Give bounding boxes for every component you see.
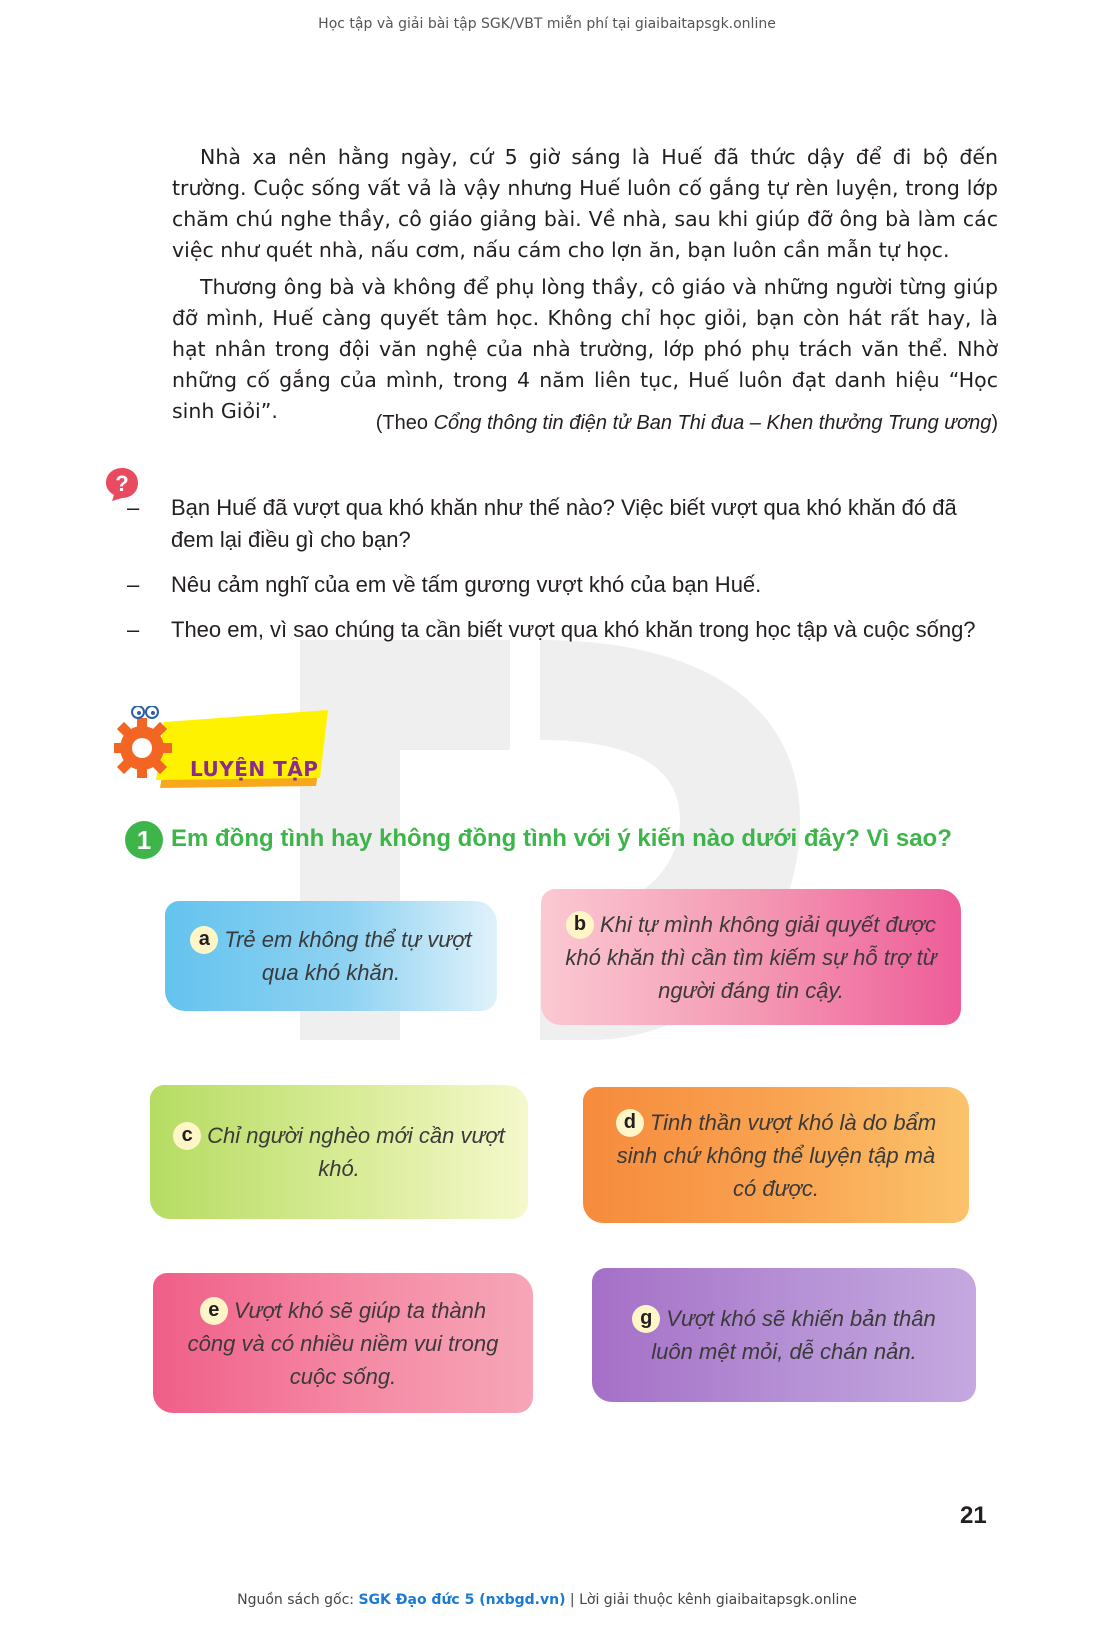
svg-text:?: ?	[115, 471, 129, 496]
page-number: 21	[960, 1502, 987, 1529]
card-text: Vượt khó sẽ khiến bản thân luôn mệt mỏi, dễ chán nản.	[651, 1306, 936, 1364]
card-letter-badge: a	[190, 926, 218, 954]
card-content	[605, 1106, 947, 1205]
card-text: Vượt khó sẽ giúp ta thành công và có nhiều niềm vui trong cuộc sống.	[187, 1297, 499, 1389]
task-number-badge: 1	[125, 821, 163, 859]
card-letter-badge: c	[173, 1122, 201, 1150]
card-content	[172, 1119, 506, 1185]
practice-banner-gear-icon	[114, 706, 346, 802]
question-text: Nêu cảm nghĩ của em về tấm gương vượt khó của bạn Huế.	[171, 572, 762, 597]
opinion-card-g	[592, 1268, 976, 1402]
opinion-card-a	[165, 901, 497, 1011]
site-footer	[0, 1592, 1094, 1608]
question-item	[127, 569, 997, 601]
question-item	[127, 492, 997, 556]
citation-suffix: )	[991, 412, 998, 434]
card-letter-badge: g	[632, 1305, 660, 1333]
card-content	[614, 1302, 954, 1368]
question-item	[127, 614, 997, 646]
citation-prefix: (Theo	[375, 412, 434, 434]
card-content	[187, 923, 475, 989]
citation	[376, 412, 998, 435]
story-paragraph: Thương ông bà và không để phụ lòng thầy, cô giáo và những người từng giúp đỡ mình, Huế càng quyết tâm học. Không chỉ học giỏi, bạn còn hát rất hay, là hạt nhân trong đội văn nghệ của nhà trường, lớp phó phụ trách văn thể. Nhờ những cố gắng của mình, trong 4 năm liên tục, Huế luôn đạt danh hiệu “Học sinh Giỏi”.	[172, 275, 998, 423]
footer-suffix: | Lời giải thuộc kênh giaibaitapsgk.online	[565, 1592, 857, 1608]
citation-source: Cổng thông tin điện tử Ban Thi đua – Khen thưởng Trung ương	[433, 412, 992, 434]
bullet-dash: –	[127, 495, 140, 520]
card-text: Trẻ em không thể tự vượt qua khó khăn.	[224, 927, 472, 985]
opinion-card-c	[150, 1085, 528, 1219]
card-text: Khi tự mình không giải quyết được khó khăn thì cần tìm kiếm sự hỗ trợ từ người đáng tin cậy.	[565, 911, 937, 1003]
card-content	[563, 908, 939, 1007]
bullet-dash: –	[127, 617, 140, 642]
discussion-questions	[127, 492, 997, 659]
practice-section-title: LUYỆN TẬP	[190, 757, 319, 781]
opinion-card-d	[583, 1087, 969, 1223]
card-content	[175, 1294, 511, 1393]
opinion-card-e	[153, 1273, 533, 1413]
question-text: Theo em, vì sao chúng ta cần biết vượt qua khó khăn trong học tập và cuộc sống?	[171, 617, 976, 642]
bullet-dash: –	[127, 572, 140, 597]
card-letter-badge: b	[566, 911, 594, 939]
story-text	[172, 142, 998, 433]
card-letter-badge: e	[200, 1297, 228, 1325]
card-text: Chỉ người nghèo mới cần vượt khó.	[207, 1123, 505, 1181]
footer-prefix: Nguồn sách gốc:	[237, 1592, 359, 1608]
site-header: Học tập và giải bài tập SGK/VBT miễn phí tại giaibaitapsgk.online	[318, 16, 776, 32]
question-text: Bạn Huế đã vượt qua khó khăn như thế nào? Việc biết vượt qua khó khăn đó đã đem lại điều gì cho bạn?	[171, 495, 957, 552]
card-letter-badge: d	[616, 1109, 644, 1137]
footer-source-link[interactable]: SGK Đạo đức 5 (nxbgd.vn)	[358, 1592, 566, 1608]
opinion-card-b	[541, 889, 961, 1025]
story-paragraph: Nhà xa nên hằng ngày, cứ 5 giờ sáng là Huế đã thức dậy để đi bộ đến trường. Cuộc sống vất vả là vậy nhưng Huế luôn cố gắng tự rèn luyện, trong lớp chăm chú nghe thầy, cô giáo giảng bài. Về nhà, sau khi giúp đỡ ông bà làm các việc như quét nhà, nấu cơm, nấu cám cho lợn ăn, bạn luôn cần mẫn tự học.	[172, 145, 998, 262]
card-text: Tinh thần vượt khó là do bẩm sinh chứ không thể luyện tập mà có được.	[616, 1109, 937, 1201]
task-title: Em đồng tình hay không đồng tình với ý kiến nào dưới đây? Vì sao?	[171, 825, 952, 852]
